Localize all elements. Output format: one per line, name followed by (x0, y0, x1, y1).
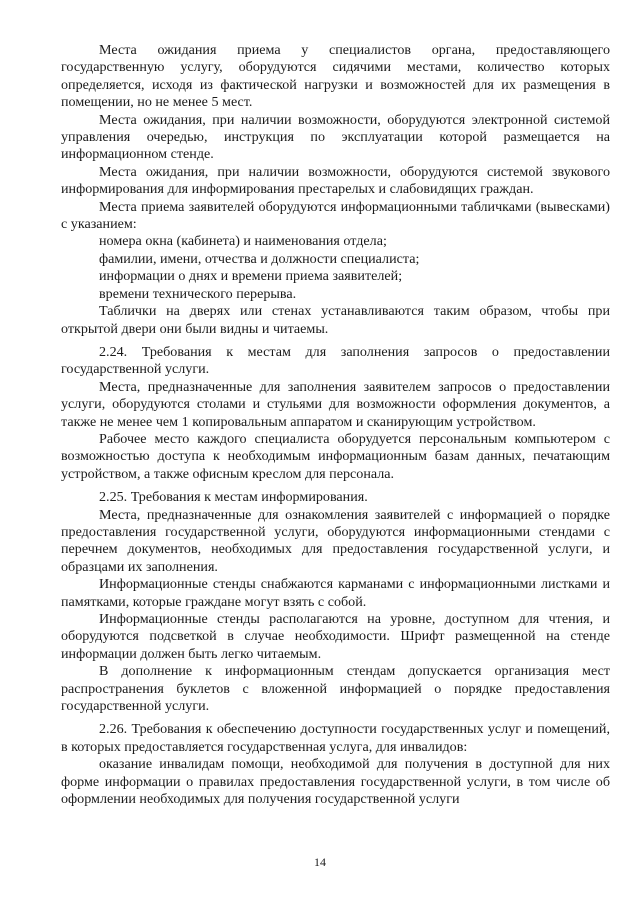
paragraph-booklets: В дополнение к информационным стендам допускается организация мест распространения буклетов с вложенной информацией о порядке предоставления государственной услуги. (61, 663, 610, 715)
list-item-specialist-name: фамилии, имени, отчества и должности специалиста; (99, 250, 420, 267)
paragraph-waiting-seats: Места ожидания приема у специалистов органа, предоставляющего государственную услугу, оборудуются сидячими местами, количество которых определяется, исходя из фактической нагрузки и возможностей для их размещения в помещении, но не менее 5 мест. (61, 42, 610, 111)
paragraph-workplace: Рабочее место каждого специалиста оборудуется персональным компьютером с возможностью доступа к необходимым информационным базам данных, печатающим устройством, а также офисным креслом для персонала. (61, 430, 610, 482)
paragraph-assistance: оказание инвалидам помощи, необходимой для получения в доступной для них форме информации о правилах предоставления государственной услуги, в том числе об оформлении необходимых для получения государственной услуги (61, 756, 610, 808)
paragraph-filling-places: Места, предназначенные для заполнения заявителем запросов о предоставлении услуги, оборудуются столами и стульями для возможности оформления документов, а также не менее чем 1 копировальным аппаратом и сканирующим устройством. (61, 378, 610, 430)
paragraph-audio-system: Места ожидания, при наличии возможности, оборудуются системой звукового информирования для информирования престарелых и слабовидящих граждан. (61, 163, 610, 198)
section-heading-2-26: 2.26. Требования к обеспечению доступности государственных услуг и помещений, в которых предоставляется государственная услуга, для инвалидов: (61, 721, 610, 755)
document-page (61, 42, 610, 808)
paragraph-signs-placement: Таблички на дверях или стенах устанавливаются таким образом, чтобы при открытой двери они были видны и читаемы. (61, 303, 610, 337)
list-item-break-time: времени технического перерыва. (99, 285, 297, 302)
section-heading-2-25: 2.25. Требования к местам информирования. (99, 489, 368, 506)
paragraph-info-places: Места, предназначенные для ознакомления заявителей с информацией о порядке предоставления государственной услуги, оборудуются информационными стендами с перечнем документов, необходимых для предоставления государственной услуги, и образцами их заполнения. (61, 506, 610, 575)
paragraph-info-pockets: Информационные стенды снабжаются карманами с информационными листками и памятками, которые граждане могут взять с собой. (61, 576, 610, 610)
paragraph-queue-system: Места ожидания, при наличии возможности, оборудуются электронной системой управления очередью, инструкция по эксплуатации которой размещается на информационном стенде. (61, 111, 610, 163)
paragraph-info-lighting: Информационные стенды располагаются на уровне, доступном для чтения, и оборудуются подсветкой в случае необходимости. Шрифт размещенной на стенде информации должен быть легко читаемым. (61, 611, 610, 662)
paragraph-signs-intro: Места приема заявителей оборудуются информационными табличками (вывесками) с указанием: (61, 198, 610, 233)
page-number: 14 (314, 855, 326, 869)
list-item-reception-days: информации о днях и времени приема заявителей; (99, 268, 403, 285)
list-item-window-number: номера окна (кабинета) и наименования отдела; (99, 233, 387, 250)
section-heading-2-24: 2.24. Требования к местам для заполнения запросов о предоставлении государственной услуги. (61, 343, 610, 378)
